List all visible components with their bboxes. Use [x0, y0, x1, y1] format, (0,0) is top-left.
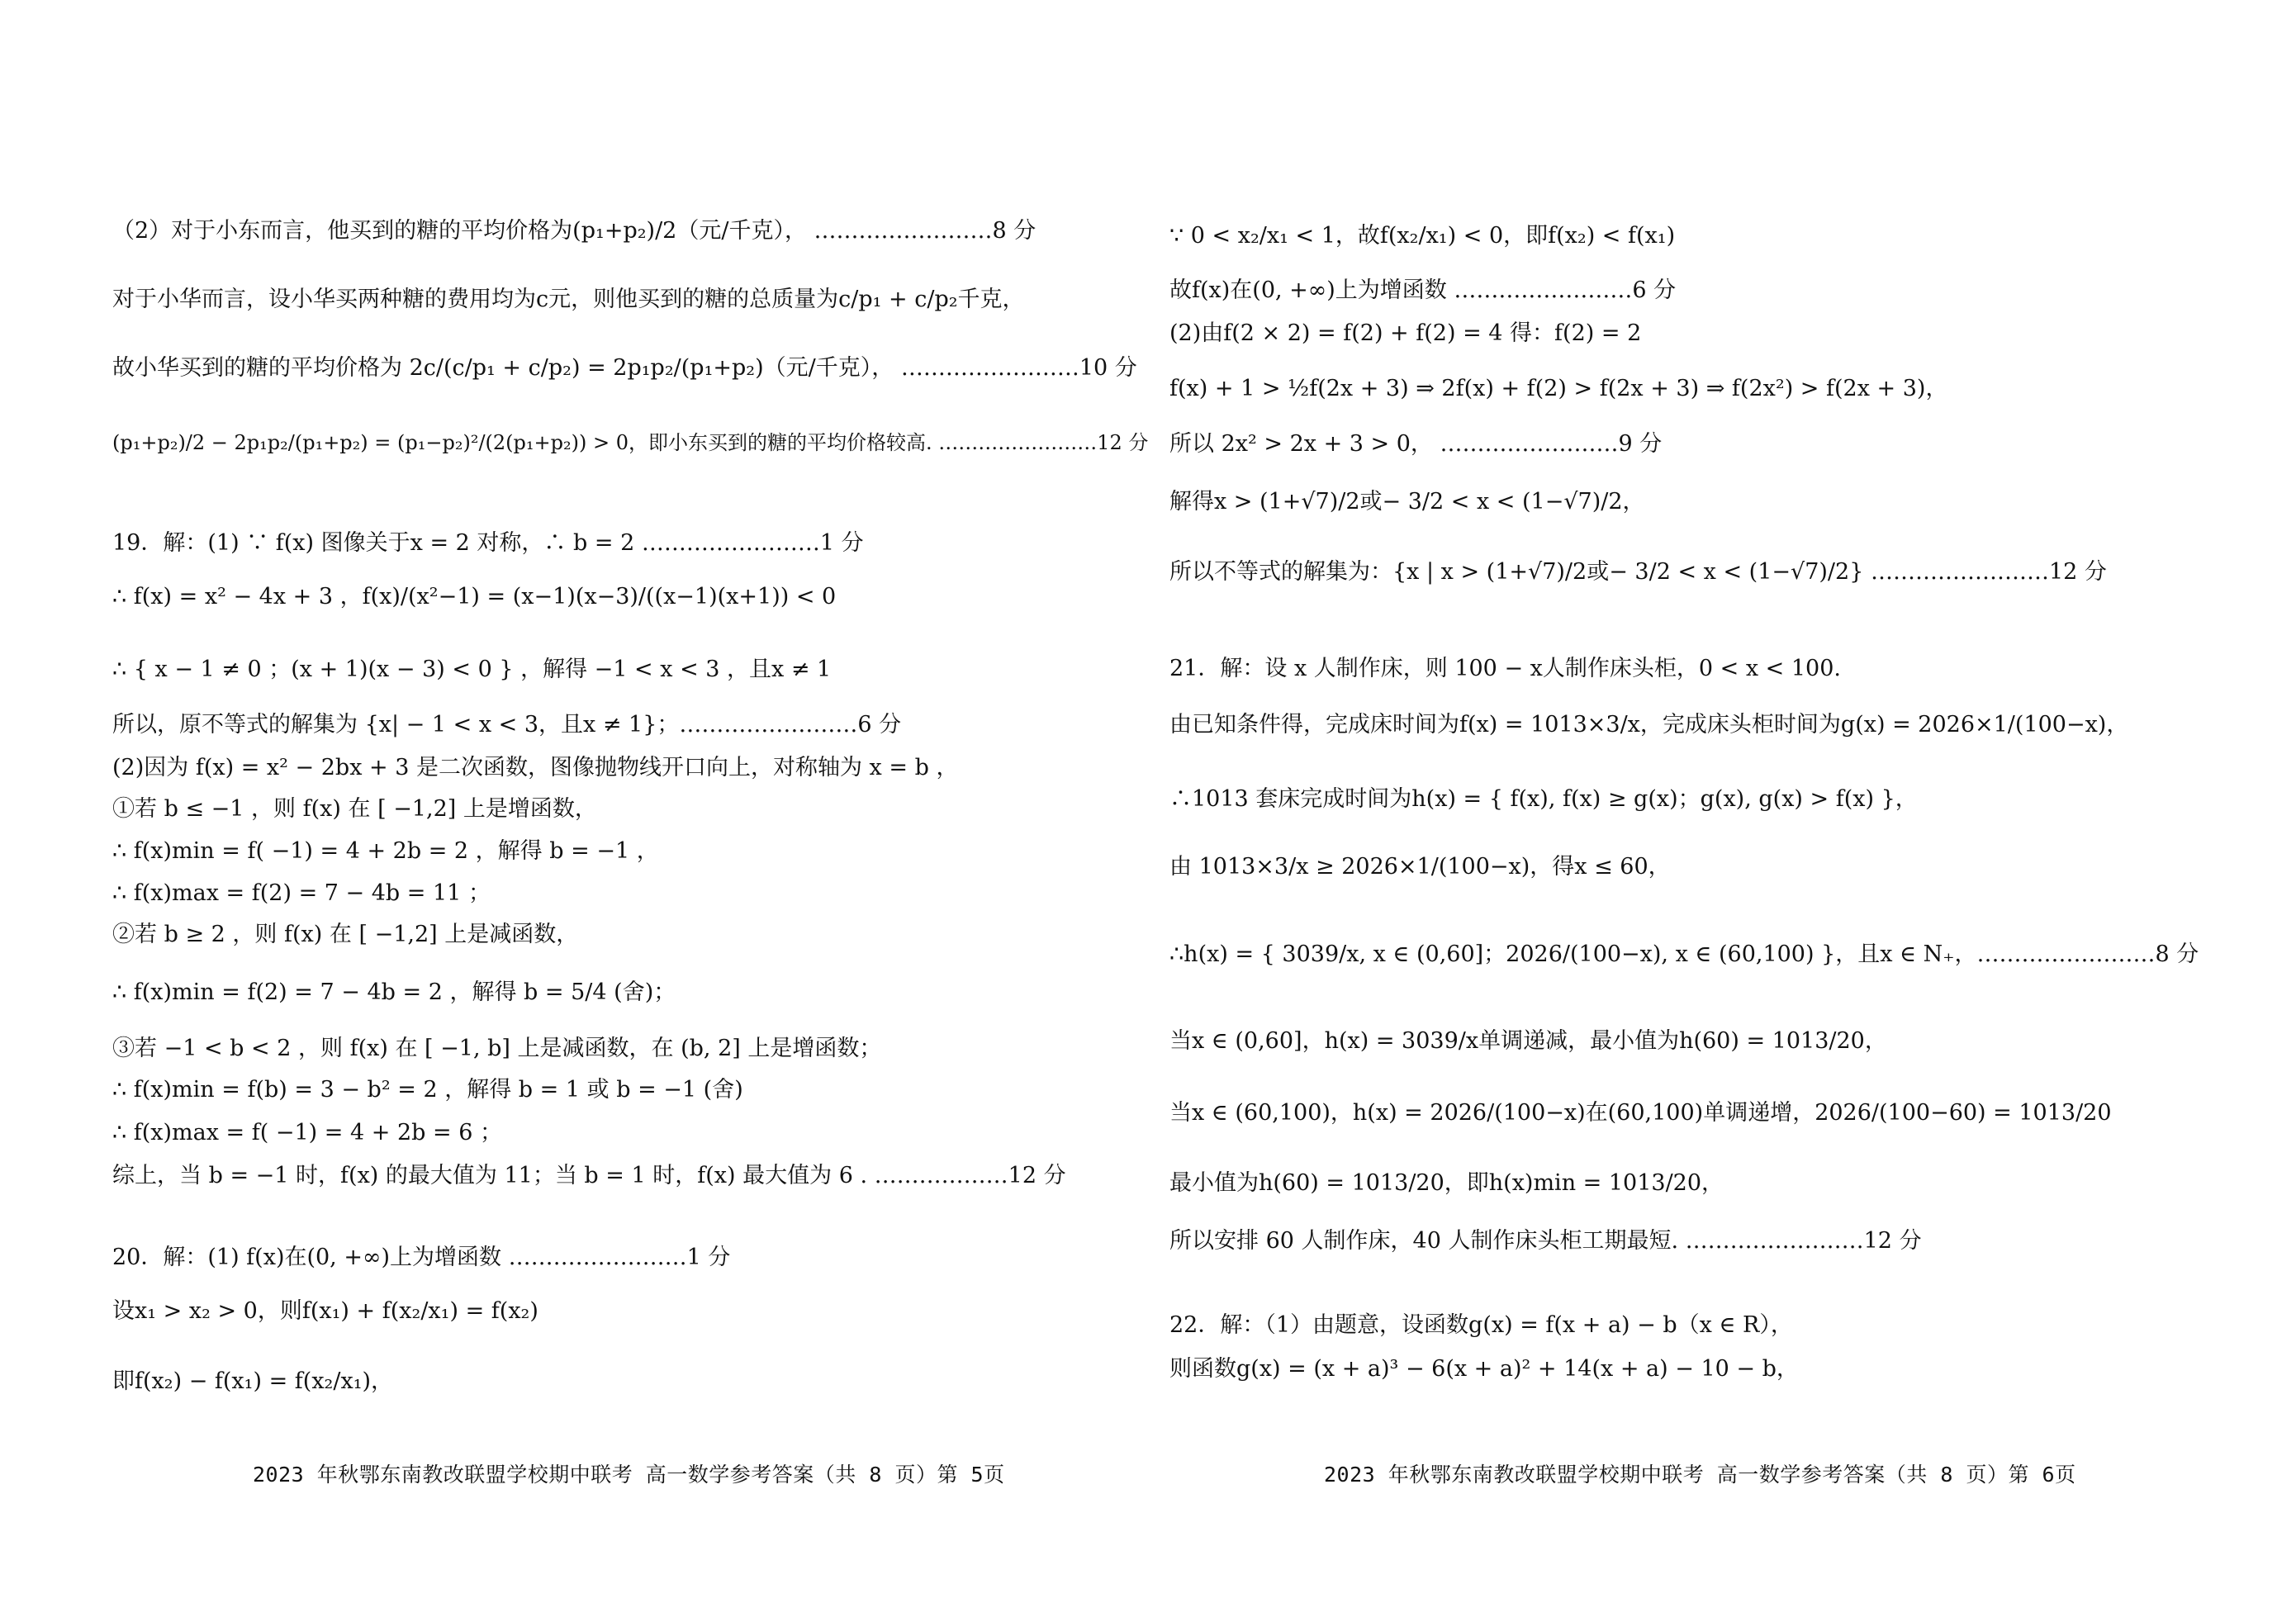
text-line: ∴ { x − 1 ≠ 0 ；(x + 1)(x − 3) < 0 } ，解得 −1 < x < 3 ，且x ≠ 1 [112, 657, 832, 682]
text-line: ∵ 0 < x₂/x₁ < 1，故f(x₂/x₁) < 0，即f(x₂) < f(x₁) [1169, 223, 1676, 249]
text-line: (2)因为 f(x) = x² − 2bx + 3 是二次函数，图像抛物线开口向上，对称轴为 x = b ， [112, 755, 959, 780]
page-6 [1169, 0, 2276, 1622]
text-line: ∴ f(x)min = f( −1) = 4 + 2b = 2 ，解得 b = −1 ， [112, 838, 659, 864]
text-line: 综上，当 b = −1 时，f(x) 的最大值为 11；当 b = 1 时，f(x) 最大值为 6 . ………………12 分 [112, 1163, 1066, 1188]
text-line: 对于小华而言，设小华买两种糖的费用均为c元，则他买到的糖的总质量为c/p₁ + c/p₂千克， [112, 287, 1025, 312]
text-line: 当x ∈ (0,60]，h(x) = 3039/x单调递减，最小值为h(60) = 1013/20， [1169, 1028, 1887, 1054]
text-line: 所以 2x² > 2x + 3 > 0， ……………………9 分 [1169, 431, 1663, 457]
text-line: （2）对于小东而言，他买到的糖的平均价格为(p₁+p₂)/2（元/千克）， ……………………8 分 [112, 218, 1037, 244]
text-line: 最小值为h(60) = 1013/20，即h(x)min = 1013/20， [1169, 1170, 1724, 1196]
text-line: 22．解：（1）由题意，设函数g(x) = f(x + a) − b（x ∈ R）， [1169, 1312, 1793, 1338]
text-line: 由已知条件得，完成床时间为f(x) = 1013×3/x，完成床头柜时间为g(x) = 2026×1/(100−x)， [1169, 712, 2129, 737]
text-line: ∴ f(x)max = f(2) = 7 − 4b = 11 ； [112, 880, 491, 906]
text-line: 所以不等式的解集为：{x | x > (1+√7)/2或− 3/2 < x < (1−√7)/2} ……………………12 分 [1169, 559, 2107, 585]
text-line: 解得x > (1+√7)/2或− 3/2 < x < (1−√7)/2， [1169, 489, 1645, 515]
text-line: 设x₁ > x₂ > 0，则f(x₁) + f(x₂/x₁) = f(x₂) [112, 1298, 538, 1324]
text-line: 由 1013×3/x ≥ 2026×1/(100−x)，得x ≤ 60， [1169, 854, 1671, 880]
text-line: 19．解：(1) ∵ f(x) 图像关于x = 2 对称，∴ b = 2 ……………………1 分 [112, 530, 864, 556]
page-footer: 2023 年秋鄂东南教改联盟学校期中联考 高一数学参考答案（共 8 页）第 5页 [253, 1463, 1005, 1487]
text-line: 21．解：设 x 人制作床，则 100 − x人制作床头柜，0 < x < 100. [1169, 656, 1841, 681]
text-line: (2)由f(2 × 2) = f(2) + f(2) = 4 得：f(2) = 2 [1169, 320, 1642, 346]
text-line: ∴h(x) = { 3039/x, x ∈ (0,60]；2026/(100−x), x ∈ (60,100) }，且x ∈ N₊，……………………8 分 [1169, 941, 2199, 967]
text-line: 故小华买到的糖的平均价格为 2c/(c/p₁ + c/p₂) = 2p₁p₂/(p₁+p₂)（元/千克）， ……………………10 分 [112, 355, 1137, 381]
text-line: 则函数g(x) = (x + a)³ − 6(x + a)² + 14(x + a) − 10 − b， [1169, 1356, 1799, 1382]
text-line: 20．解：(1) f(x)在(0, +∞)上为增函数 ……………………1 分 [112, 1245, 731, 1270]
text-line: ∴ f(x)min = f(b) = 3 − b² = 2 ，解得 b = 1 或 b = −1 (舍) [112, 1077, 743, 1103]
text-line: 所以安排 60 人制作床，40 人制作床头柜工期最短. ……………………12 分 [1169, 1228, 1922, 1254]
page-footer: 2023 年秋鄂东南教改联盟学校期中联考 高一数学参考答案（共 8 页）第 6页 [1324, 1463, 2076, 1487]
text-line: 即f(x₂) − f(x₁) = f(x₂/x₁)， [112, 1368, 394, 1394]
text-line: ②若 b ≥ 2 ，则 f(x) 在 [ −1,2] 上是减函数， [112, 922, 579, 947]
text-line: 所以，原不等式的解集为 {x| − 1 < x < 3，且x ≠ 1}；……………………6 分 [112, 712, 902, 737]
text-line: ③若 −1 < b < 2 ，则 f(x) 在 [ −1, b] 上是减函数，在 (b, 2] 上是增函数； [112, 1036, 882, 1061]
text-line: (p₁+p₂)/2 − 2p₁p₂/(p₁+p₂) = (p₁−p₂)²/(2(p₁+p₂)) > 0，即小东买到的糖的平均价格较高. ……………………12 分 [112, 431, 1149, 454]
text-line: 当x ∈ (60,100)，h(x) = 2026/(100−x)在(60,100)单调递增，2026/(100−60) = 1013/20 [1169, 1100, 2112, 1126]
text-line: ①若 b ≤ −1 ，则 f(x) 在 [ −1,2] 上是增函数， [112, 796, 597, 822]
page-5 [112, 0, 1219, 1622]
text-line: 故f(x)在(0, +∞)上为增函数 ……………………6 分 [1169, 277, 1677, 303]
text-line: ∴ f(x)max = f( −1) = 4 + 2b = 6 ； [112, 1120, 502, 1145]
text-line: ∴ f(x) = x² − 4x + 3 ，f(x)/(x²−1) = (x−1)(x−3)/((x−1)(x+1)) < 0 [112, 584, 837, 609]
text-line: ∴1013 套床完成时间为h(x) = { f(x), f(x) ≥ g(x)；g(x), g(x) > f(x) }， [1169, 786, 1918, 812]
text-line: ∴ f(x)min = f(2) = 7 − 4b = 2 ，解得 b = 5/4 (舍)； [112, 979, 676, 1005]
text-line: f(x) + 1 > ½f(2x + 3) ⇒ 2f(x) + f(2) > f(2x + 3) ⇒ f(2x²) > f(2x + 3)， [1169, 376, 1948, 401]
